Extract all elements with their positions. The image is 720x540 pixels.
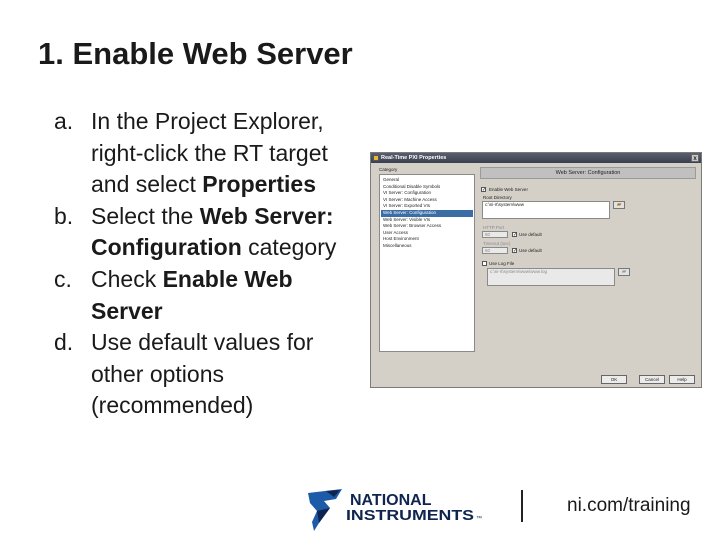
step-emphasis: Enable Web Server	[91, 265, 293, 324]
http-port-use-default-label: Use default	[519, 232, 542, 237]
category-item[interactable]: Conditional Disable Symbols	[383, 183, 441, 189]
category-item[interactable]: VI Server: Machine Access	[383, 196, 437, 202]
step-text: Use default values for other options (recommended)	[91, 329, 314, 419]
step-marker: d.	[54, 329, 74, 356]
step-emphasis: Web Server: Configuration	[91, 202, 334, 261]
logo-trademark: ™	[476, 516, 482, 522]
use-log-file-label: Use Log File	[489, 261, 515, 266]
timeout-use-default-label: Use default	[519, 248, 542, 253]
root-directory-field[interactable]: c:\ni-rt\system\www	[482, 201, 610, 219]
pane-header: Web Server: Configuration	[480, 167, 696, 179]
http-port-use-default-checkbox[interactable]	[512, 232, 517, 237]
category-item[interactable]: Web Server: Visible VIs	[383, 216, 431, 222]
step-text: Check	[91, 265, 163, 292]
footer-site-link[interactable]: ni.com/training	[567, 495, 691, 516]
dialog-title: Real-Time PXI Properties	[381, 155, 447, 161]
category-item[interactable]: Miscellaneous	[383, 242, 412, 248]
category-item[interactable]: Web Server: Browser Access	[383, 223, 442, 229]
checkmark-icon: ✓	[513, 232, 518, 238]
properties-dialog-screenshot	[370, 152, 702, 388]
step-b	[54, 201, 354, 264]
checkmark-icon: ✓	[513, 248, 518, 254]
checkmark-icon: ✓	[482, 187, 487, 193]
category-item[interactable]: Web Server: Configuration	[381, 210, 473, 217]
timeout-label: Timeout (sec)	[483, 241, 511, 246]
category-item[interactable]: VI Server: Exported VIs	[383, 203, 431, 209]
timeout-field[interactable]: 60	[482, 247, 508, 254]
footer-divider	[521, 490, 523, 522]
slide-title: 1. Enable Web Server	[38, 36, 353, 71]
cancel-button[interactable]: Cancel	[639, 375, 665, 384]
step-text-tail: category	[241, 234, 337, 261]
national-instruments-logo	[306, 486, 484, 534]
enable-web-server-checkbox[interactable]	[481, 187, 486, 192]
step-c	[54, 264, 354, 327]
folder-browse-icon[interactable]: ▰	[613, 201, 625, 209]
ni-eagle-icon	[308, 489, 342, 531]
step-text: In the Project Explorer, right-click the RT target and select	[91, 108, 328, 198]
step-a	[54, 106, 354, 201]
ok-button[interactable]: OK	[601, 375, 627, 384]
category-label: Category	[379, 167, 398, 172]
logo-line-1: NATIONAL	[350, 492, 432, 509]
log-file-path-field[interactable]: c:\ni-rt\system\www\www.log	[487, 268, 615, 286]
category-item[interactable]: User Access	[383, 229, 409, 235]
instruction-steps	[54, 106, 354, 422]
help-button[interactable]: Help	[669, 375, 695, 384]
step-emphasis: Properties	[202, 171, 317, 198]
category-item[interactable]: VI Server: Configuration	[383, 190, 432, 196]
app-icon	[373, 155, 379, 161]
step-marker: a.	[54, 108, 74, 134]
http-port-field[interactable]: 80	[482, 231, 508, 238]
step-marker: b.	[54, 202, 74, 229]
step-marker: c.	[54, 265, 72, 292]
dialog-title-bar	[371, 153, 701, 163]
step-d	[54, 327, 354, 422]
step-text: Select the	[91, 202, 200, 229]
use-log-file-checkbox[interactable]	[482, 261, 487, 266]
category-item[interactable]: Host Environment	[383, 236, 419, 242]
logo-line-2: INSTRUMENTS	[346, 507, 474, 524]
enable-web-server-label: Enable Web Server	[489, 187, 528, 192]
category-item[interactable]: General	[383, 177, 400, 182]
close-icon[interactable]: x	[691, 154, 699, 162]
folder-browse-icon[interactable]: ▰	[618, 268, 630, 276]
root-directory-label: Root Directory	[483, 195, 512, 200]
http-port-label: HTTP Port	[483, 225, 505, 230]
category-list[interactable]	[379, 174, 475, 352]
timeout-use-default-checkbox[interactable]	[512, 248, 517, 253]
